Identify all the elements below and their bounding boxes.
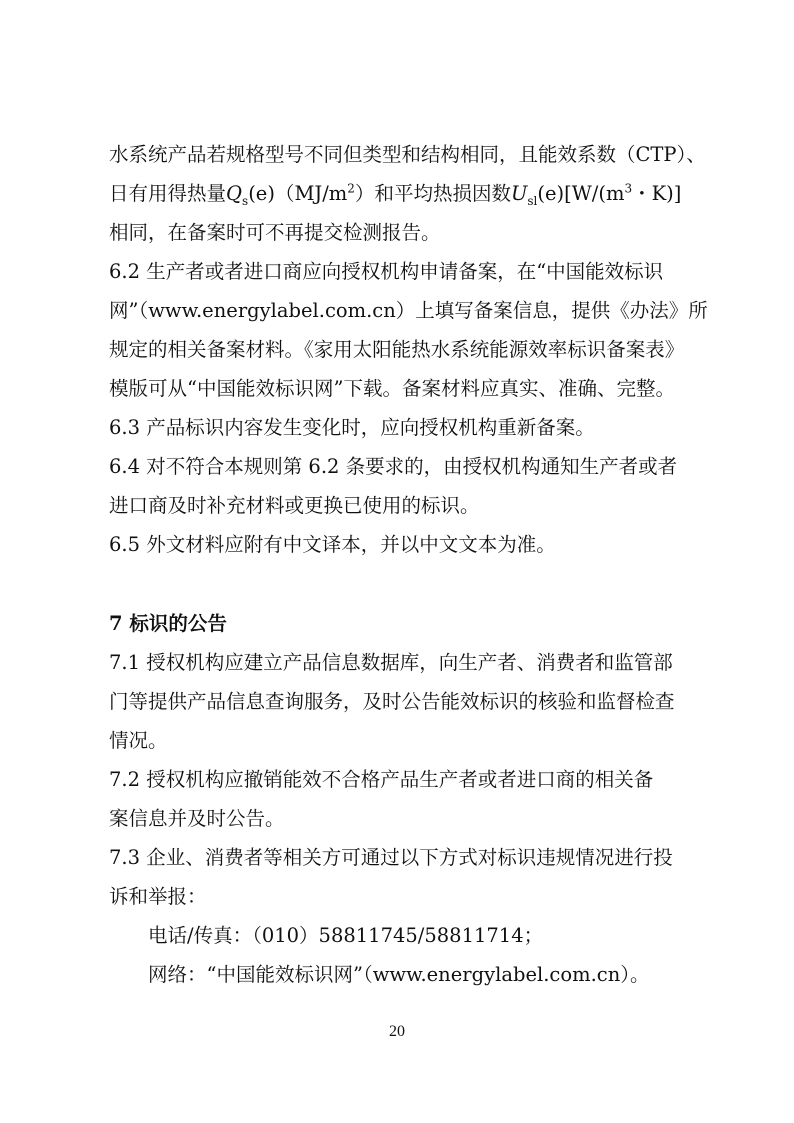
- paragraph-line: 7.3 企业、消费者等相关方可通过以下方式对标识违规情况进行投: [109, 846, 673, 869]
- section-heading: 7 标识的公告: [109, 612, 227, 635]
- symbol-q: Q: [226, 182, 243, 205]
- paragraph-line: 情况。: [109, 729, 168, 752]
- paragraph-line: 6.2 生产者或者进口商应向授权机构申请备案，在“中国能效标识: [109, 260, 664, 283]
- paragraph-line: 门等提供产品信息查询服务，及时公告能效标识的核验和监督检查: [109, 690, 675, 713]
- paragraph-line: 相同，在备案时可不再提交检测报告。: [109, 221, 441, 244]
- contact-phone-fax: 电话/传真：（010）58811745/58811714；: [148, 924, 544, 947]
- paragraph-line: 进口商及时补充材料或更换已使用的标识。: [109, 494, 480, 517]
- text-run: ）和平均热损因数: [354, 182, 511, 205]
- symbol-u: U: [510, 182, 528, 205]
- subscript: s: [242, 193, 249, 208]
- paragraph-line: 6.3 产品标识内容发生变化时，应向授权机构重新备案。: [109, 416, 595, 439]
- contact-website: 网络：“中国能效标识网”（www.energylabel.com.cn）。: [148, 963, 650, 986]
- paragraph-line: 7.1 授权机构应建立产品信息数据库，向生产者、消费者和监管部: [109, 651, 673, 674]
- text-run: (e)[W/(m: [537, 182, 625, 205]
- text-run: ・K)]: [632, 182, 682, 205]
- paragraph-line: 案信息并及时公告。: [109, 807, 285, 830]
- paragraph-line: 规定的相关备案材料。《家用太阳能热水系统能源效率标识备案表》: [109, 338, 685, 361]
- superscript: 2: [347, 181, 355, 196]
- paragraph-line: 模版可从“中国能效标识网”下载。备案材料应真实、准确、完整。: [109, 377, 675, 400]
- paragraph-line: 6.5 外文材料应附有中文译本，并以中文文本为准。: [109, 533, 556, 556]
- text-run: 日有用得热量: [109, 182, 227, 205]
- page-number: 20: [389, 1023, 405, 1040]
- paragraph-line: 7.2 授权机构应撤销能效不合格产品生产者或者进口商的相关备: [109, 768, 654, 791]
- superscript: 3: [624, 181, 633, 196]
- subscript: sl: [527, 193, 538, 208]
- paragraph-line: 网”（www.energylabel.com.cn）上填写备案信息，提供《办法》所: [109, 299, 708, 322]
- text-run: (e)（MJ/m: [248, 182, 348, 205]
- paragraph-line: [109, 182, 687, 206]
- paragraph-line: 水系统产品若规格型号不同但类型和结构相同，且能效系数（CTP）、: [109, 143, 706, 166]
- paragraph-line: 诉和举报：: [109, 885, 207, 908]
- paragraph-line: 6.4 对不符合本规则第 6.2 条要求的，由授权机构通知生产者或者: [109, 455, 678, 478]
